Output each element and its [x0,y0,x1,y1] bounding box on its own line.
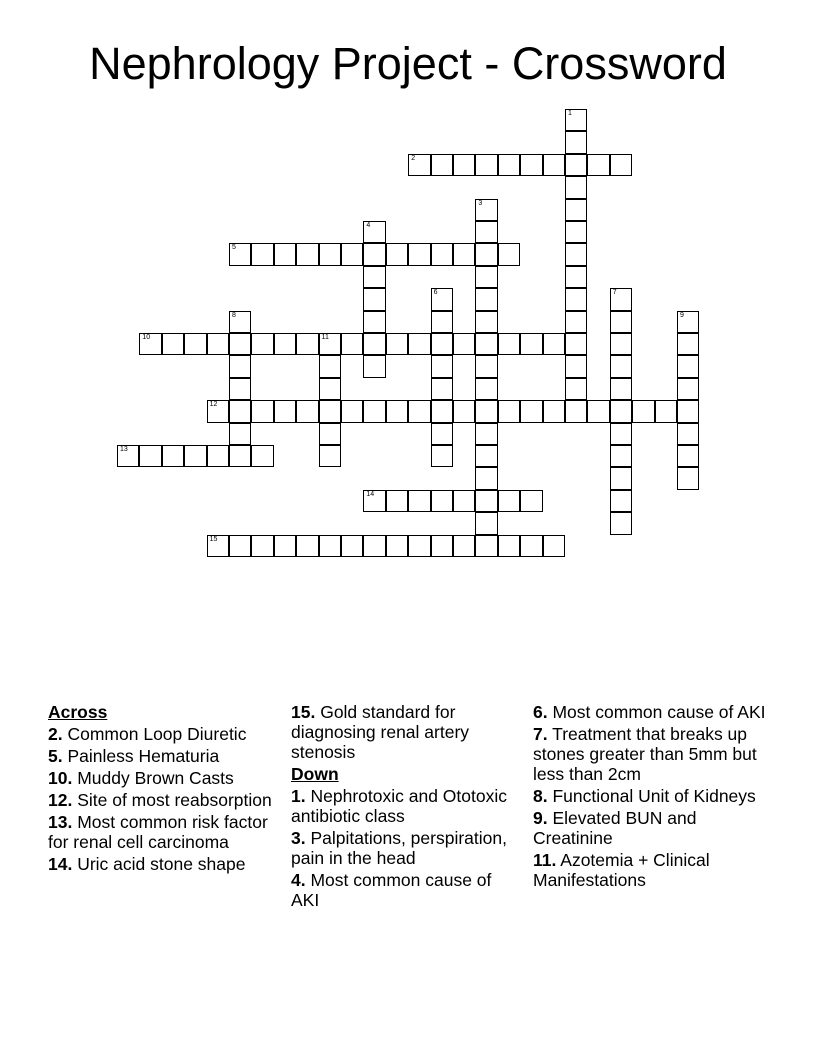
clue-across-14: 14. Uric acid stone shape [48,854,246,874]
crossword-cell[interactable] [431,445,453,467]
clue-across-15: 15. Gold standard for diagnosing renal artery stenosis [291,702,470,762]
crossword-cell[interactable] [520,154,542,176]
crossword-cell[interactable] [408,333,430,355]
clue-down-6: 6. Most common cause of AKI [533,702,766,722]
crossword-cell[interactable] [610,288,632,310]
crossword-cell[interactable] [251,535,273,557]
crossword-cell[interactable] [565,221,587,243]
clue-across-2: 2. Common Loop Diuretic [48,724,247,744]
crossword-cell[interactable] [475,535,497,557]
crossword-cell[interactable] [363,288,385,310]
crossword-cell[interactable] [408,490,430,512]
crossword-cell[interactable] [274,243,296,265]
crossword-cell[interactable] [565,199,587,221]
crossword-cell[interactable] [565,311,587,333]
down-heading: Down [291,764,339,784]
crossword-cell[interactable] [520,535,542,557]
crossword-cell[interactable] [431,311,453,333]
crossword-cell[interactable] [475,333,497,355]
crossword-cell[interactable] [475,288,497,310]
crossword-cell[interactable] [431,490,453,512]
crossword-cell[interactable] [565,288,587,310]
crossword-cell[interactable] [386,333,408,355]
crossword-cell[interactable] [632,400,654,422]
crossword-cell[interactable] [610,378,632,400]
crossword-cell[interactable] [677,423,699,445]
crossword-cell[interactable] [453,490,475,512]
cell-number: 6 [433,289,438,297]
crossword-cell[interactable] [475,400,497,422]
crossword-cell[interactable] [229,243,251,265]
crossword-cell[interactable] [408,243,430,265]
crossword-cell[interactable] [386,535,408,557]
crossword-cell[interactable] [498,154,520,176]
crossword-cell[interactable] [207,445,229,467]
crossword-cell[interactable] [319,243,341,265]
crossword-cell[interactable] [229,445,251,467]
crossword-cell[interactable] [587,154,609,176]
across-heading: Across [48,702,108,722]
crossword-cell[interactable] [431,400,453,422]
crossword-cell[interactable] [274,535,296,557]
crossword-cell[interactable] [431,154,453,176]
crossword-cell[interactable] [363,333,385,355]
cell-number: 7 [612,289,617,297]
crossword-cell[interactable] [229,333,251,355]
cell-number: 15 [209,535,218,543]
crossword-cell[interactable] [296,535,318,557]
crossword-cell[interactable] [319,535,341,557]
clue-down-1: 1. Nephrotoxic and Ototoxic antibiotic class [291,786,507,826]
crossword-cell[interactable] [655,400,677,422]
cell-number: 1 [568,110,572,117]
clue-down-11: 11. Azotemia + Clinical Manifestations [533,850,710,890]
crossword-cell[interactable] [229,400,251,422]
clue-down-3: 3. Palpitations, perspiration, pain in the head [291,828,507,868]
crossword-cell[interactable] [431,378,453,400]
crossword-cell[interactable] [207,333,229,355]
crossword-cell[interactable] [565,400,587,422]
crossword-cell[interactable] [475,154,497,176]
crossword-cell[interactable] [498,400,520,422]
crossword-cell[interactable] [475,378,497,400]
crossword-cell[interactable] [565,109,587,131]
crossword-cell[interactable] [431,243,453,265]
crossword-cell[interactable] [565,355,587,377]
crossword-cell[interactable] [184,445,206,467]
crossword-cell[interactable] [565,243,587,265]
crossword-cell[interactable] [543,333,565,355]
crossword-cell[interactable] [139,445,161,467]
crossword-cell[interactable] [251,445,273,467]
clue-down-8: 8. Functional Unit of Kidneys [533,786,756,806]
crossword-cell[interactable] [363,266,385,288]
crossword-cell[interactable] [453,535,475,557]
clue-across-5: 5. Painless Hematuria [48,746,220,766]
crossword-cell[interactable] [475,311,497,333]
cell-number: 8 [232,311,236,319]
cell-number: 2 [411,154,416,162]
crossword-cell[interactable] [207,400,229,422]
crossword-cell[interactable] [296,333,318,355]
crossword-cell[interactable] [319,378,341,400]
crossword-cell[interactable] [431,333,453,355]
crossword-cell[interactable] [229,423,251,445]
clue-column-1 [48,702,278,876]
cell-number: 4 [366,222,371,229]
crossword-cell[interactable] [565,378,587,400]
crossword-cell[interactable] [386,490,408,512]
crossword-cell[interactable] [543,400,565,422]
crossword-cell[interactable] [565,333,587,355]
crossword-cell[interactable] [610,423,632,445]
crossword-cell[interactable] [386,400,408,422]
crossword-cell[interactable] [475,199,497,221]
crossword-cell[interactable] [341,535,363,557]
clue-column-3 [533,702,768,892]
crossword-cell[interactable] [319,333,341,355]
crossword-cell[interactable] [251,243,273,265]
clue-down-9: 9. Elevated BUN and Creatinine [533,808,697,848]
crossword-cell[interactable] [274,333,296,355]
crossword-cell[interactable] [520,333,542,355]
crossword-cell[interactable] [117,445,139,467]
crossword-cell[interactable] [610,311,632,333]
crossword-cell[interactable] [520,490,542,512]
crossword-cell[interactable] [431,288,453,310]
crossword-cell[interactable] [610,512,632,534]
crossword-cell[interactable] [565,131,587,153]
crossword-cell[interactable] [251,333,273,355]
cell-number: 9 [680,311,684,319]
crossword-cell[interactable] [139,333,161,355]
cell-number: 13 [120,446,128,453]
clue-down-4: 4. Most common cause of AKI [291,870,492,910]
crossword-cell[interactable] [363,355,385,377]
crossword-cell[interactable] [520,400,542,422]
crossword-cell[interactable] [475,512,497,534]
crossword-cell[interactable] [363,535,385,557]
crossword-cell[interactable] [229,355,251,377]
crossword-cell[interactable] [543,154,565,176]
crossword-cell[interactable] [587,400,609,422]
crossword-cell[interactable] [565,154,587,176]
cell-number: 10 [142,334,151,341]
crossword-cell[interactable] [386,243,408,265]
crossword-cell[interactable] [475,445,497,467]
crossword-cell[interactable] [498,243,520,265]
crossword-cell[interactable] [475,467,497,489]
crossword-cell[interactable] [296,243,318,265]
crossword-cell[interactable] [475,221,497,243]
clue-across-13: 13. Most common risk factor for renal cell carcinoma [48,812,268,852]
crossword-cell[interactable] [677,445,699,467]
crossword-cell[interactable] [498,535,520,557]
crossword-cell[interactable] [363,221,385,243]
crossword-cell[interactable] [431,423,453,445]
crossword-cell[interactable] [565,176,587,198]
crossword-cell[interactable] [296,400,318,422]
crossword-cell[interactable] [677,400,699,422]
clue-down-7: 7. Treatment that breaks up stones greater than 5mm but less than 2cm [533,724,757,784]
crossword-cell[interactable] [229,311,251,333]
crossword-cell[interactable] [453,400,475,422]
crossword-cell[interactable] [408,154,430,176]
crossword-cell[interactable] [162,445,184,467]
crossword-cell[interactable] [453,333,475,355]
crossword-cell[interactable] [677,333,699,355]
page-title: Nephrology Project - Crossword [89,38,727,89]
crossword-cell[interactable] [341,243,363,265]
crossword-cell[interactable] [184,333,206,355]
cell-number: 11 [321,334,329,341]
crossword-cell[interactable] [207,535,229,557]
crossword-cell[interactable] [319,445,341,467]
crossword-cell[interactable] [363,400,385,422]
crossword-cell[interactable] [677,311,699,333]
crossword-cell[interactable] [363,490,385,512]
clue-across-12: 12. Site of most reabsorption [48,790,272,810]
crossword-cell[interactable] [543,535,565,557]
crossword-cell[interactable] [453,243,475,265]
crossword-cell[interactable] [677,378,699,400]
crossword-cell[interactable] [498,490,520,512]
crossword-cell[interactable] [498,333,520,355]
crossword-cell[interactable] [319,400,341,422]
clue-across-10: 10. Muddy Brown Casts [48,768,234,788]
crossword-cell[interactable] [431,535,453,557]
crossword-cell[interactable] [475,266,497,288]
crossword-cell[interactable] [431,355,453,377]
crossword-cell[interactable] [363,311,385,333]
crossword-cell[interactable] [475,423,497,445]
crossword-cell[interactable] [610,400,632,422]
crossword-cell[interactable] [319,423,341,445]
cell-number: 3 [478,199,483,207]
crossword-cell[interactable] [229,378,251,400]
crossword-cell[interactable] [677,355,699,377]
crossword-cell[interactable] [162,333,184,355]
crossword-cell[interactable] [475,490,497,512]
crossword-cell[interactable] [610,154,632,176]
cell-number: 12 [209,401,218,409]
crossword-cell[interactable] [341,400,363,422]
crossword-cell[interactable] [610,490,632,512]
crossword-cell[interactable] [610,467,632,489]
crossword-cell[interactable] [565,266,587,288]
cell-number: 5 [232,244,236,252]
crossword-cell[interactable] [319,355,341,377]
cell-number: 14 [366,490,375,498]
crossword-cell[interactable] [408,535,430,557]
crossword-cell[interactable] [610,355,632,377]
crossword-cell[interactable] [229,535,251,557]
crossword-cell[interactable] [610,333,632,355]
crossword-cell[interactable] [251,400,273,422]
clue-column-2 [291,702,516,912]
crossword-cell[interactable] [677,467,699,489]
crossword-cell[interactable] [475,355,497,377]
crossword-cell[interactable] [274,400,296,422]
crossword-cell[interactable] [475,243,497,265]
crossword-cell[interactable] [341,333,363,355]
crossword-cell[interactable] [453,154,475,176]
crossword-cell[interactable] [610,445,632,467]
crossword-cell[interactable] [363,243,385,265]
crossword-cell[interactable] [408,400,430,422]
